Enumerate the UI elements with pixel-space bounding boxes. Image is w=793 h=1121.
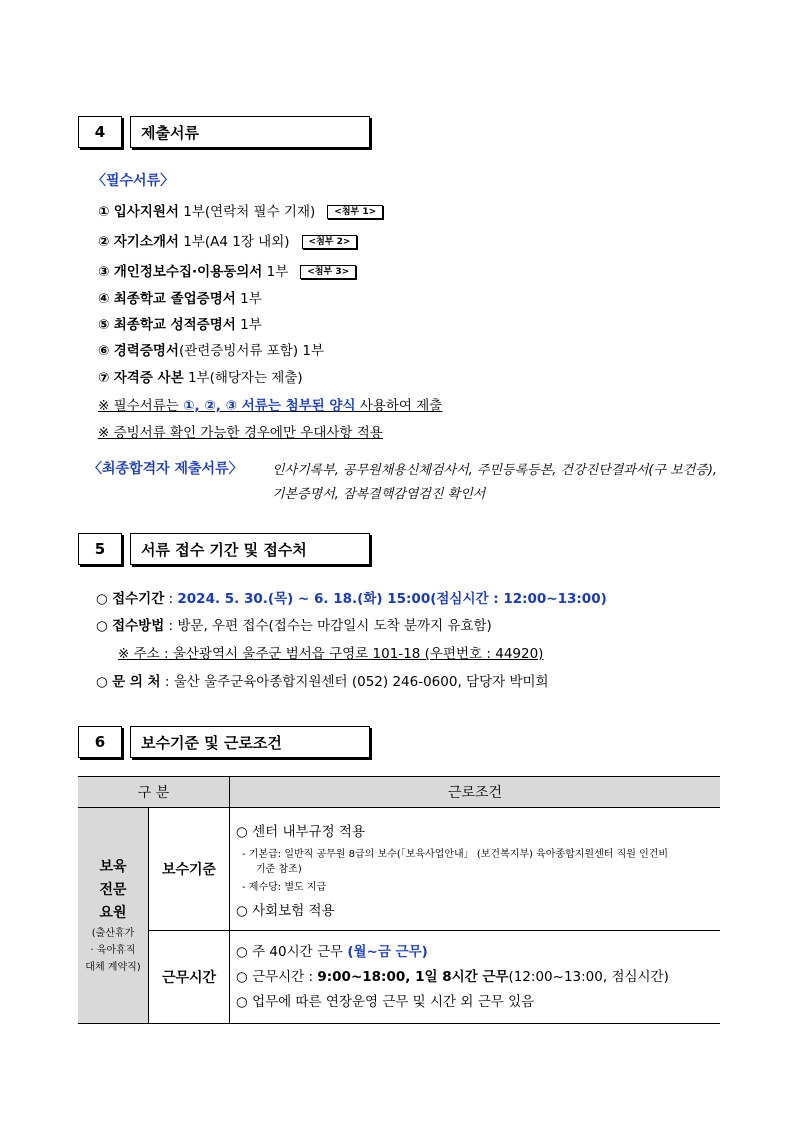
attachment-tag-2: <첨부 2> — [302, 235, 358, 249]
header-conditions: 근로조건 — [230, 777, 721, 808]
section-4-header — [78, 116, 370, 148]
address-line: ※ 주소 : 울산광역시 울주군 범서읍 구영로 101-18 (우편번호 : 44920) — [118, 646, 544, 662]
doc-item-1: ① 입사지원서 1부(연락처 필수 기재) <첨부 1> — [98, 200, 383, 220]
final-docs-line-1: 인사기록부, 공무원채용신체검사서, 주민등록등본, 건강진단결과서(구 보건증), — [272, 463, 718, 478]
contact-line: ○ 문 의 처 : 울산 울주군육아종합지원센터 (052) 246-0600, 담당자 박미희 — [96, 674, 549, 690]
evidence-docs-note: ※ 증빙서류 확인 가능한 경우에만 우대사항 적용 — [98, 425, 383, 441]
section-5-number: 5 — [78, 533, 122, 565]
doc-item-5: ⑤ 최종학교 성적증명서 1부 — [98, 317, 262, 333]
pay-label: 보수기준 — [149, 808, 230, 931]
conditions-table — [78, 776, 720, 1024]
attachment-tag-1: <첨부 1> — [327, 205, 383, 219]
method-line: ○ 접수방법 : 방문, 우편 접수(접수는 마감일시 도착 분까지 유효함) — [96, 618, 492, 634]
hours-conditions: ○ 주 40시간 근무 (월~금 근무) ○ 근무시간 : 9:00~18:00, 1일 8시간 근무(12:00~13:00, 점심시간) ○ 업무에 따른 연장운영 근무 및 시간 외 근무 있음 — [230, 931, 721, 1024]
section-4-number: 4 — [78, 116, 122, 148]
section-6-number: 6 — [78, 726, 122, 758]
doc-item-3: ③ 개인정보수집·이용동의서 1부 <첨부 3> — [98, 260, 356, 280]
section-6-header — [78, 726, 370, 758]
group-cell: 보육 전문 요원 (출산휴가 · 육아휴직 대체 계약직) — [78, 808, 149, 1024]
doc-item-7: ⑦ 자격증 사본 1부(해당자는 제출) — [98, 370, 303, 386]
doc-item-4: ④ 최종학교 졸업증명서 1부 — [98, 291, 262, 307]
final-docs-line-2: 기본증명서, 잠복결핵감염검진 확인서 — [272, 487, 486, 502]
section-5-header — [78, 533, 370, 565]
doc-item-6: ⑥ 경력증명서(관련증빙서류 포함) 1부 — [98, 343, 325, 359]
period-line: ○ 접수기간 : 2024. 5. 30.(목) ~ 6. 18.(화) 15:00(점심시간 : 12:00~13:00) — [96, 591, 607, 607]
required-docs-note: ※ 필수서류는 ①, ②, ③ 서류는 첨부된 양식 사용하여 제출 — [98, 398, 443, 414]
section-5-title: 서류 접수 기간 및 접수처 — [130, 533, 370, 565]
pay-conditions: ○ 센터 내부규정 적용 - 기본급: 일반직 공무원 8급의 보수(「보육사업안내」 (보건복지부) 육아종합지원센터 직원 인건비 기준 참조) - 제수당: 별도 지급 ○ 사회보험 적용 — [230, 808, 721, 931]
section-6-title: 보수기준 및 근로조건 — [130, 726, 370, 758]
required-docs-header: 〈필수서류〉 — [92, 173, 175, 189]
final-docs-header: 〈최종합격자 제출서류〉 — [88, 461, 243, 477]
attachment-tag-3: <첨부 3> — [300, 265, 356, 279]
section-4-title: 제출서류 — [130, 116, 370, 148]
hours-label: 근무시간 — [149, 931, 230, 1024]
doc-item-2: ② 자기소개서 1부(A4 1장 내외) <첨부 2> — [98, 230, 357, 250]
header-category: 구 분 — [78, 777, 230, 808]
